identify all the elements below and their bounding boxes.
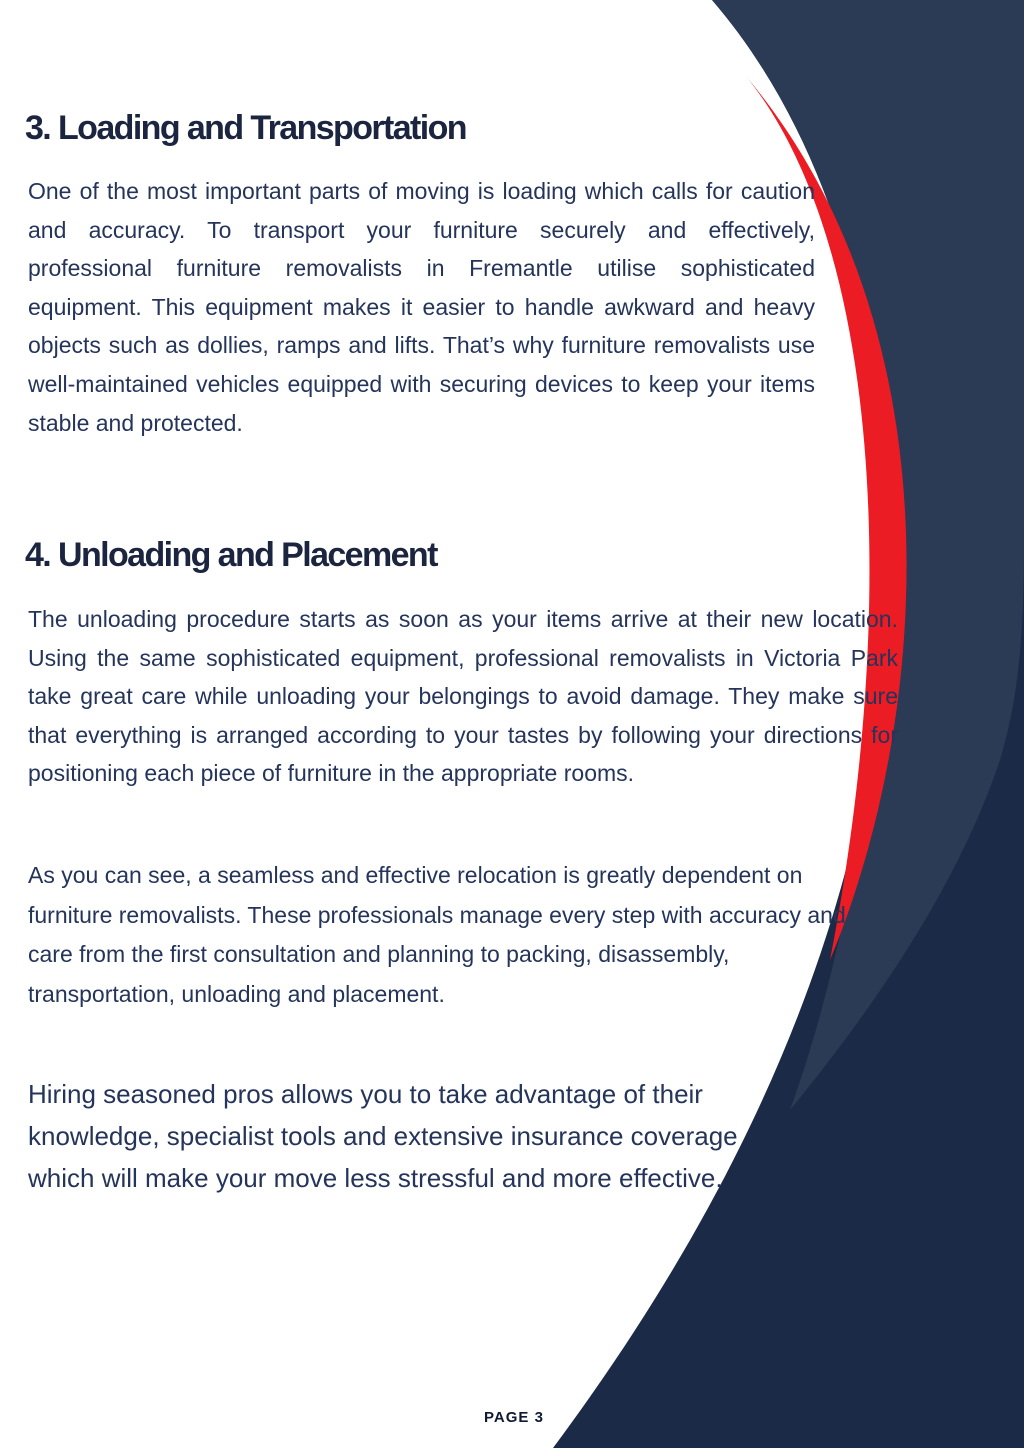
conclusion-paragraph: As you can see, a seamless and effective relocation is greatly dependent on furniture removalists. These professionals manage every step with accuracy and care from the first consultation and planning to packing, disassembly, transportation, unloading and placement. [28,862,846,1007]
section-heading-unloading: 4. Unloading and Placement [25,536,437,574]
section-heading-loading: 3. Loading and Transportation [25,109,466,147]
unloading-paragraph: The unloading procedure starts as soon as your items arrive at their new location. Using the same sophisticated equipment, professional removalists in Victoria Park take great care while unloading your belongings to avoid damage. They make sure that everything is arranged according to your tastes by following your directions for positioning each piece of furniture in the appropriate rooms. [28,606,898,787]
page-number: PAGE 3 [484,1409,544,1426]
loading-paragraph: One of the most important parts of moving is loading which calls for caution and accuracy. To transport your furniture securely and effectively, professional furniture removalists in Fremantle utilise sophisticated equipment. This equipment makes it easier to handle awkward and heavy objects such as dollies, ramps and lifts. That’s why furniture removalists use well-maintained vehicles equipped with securing devices to keep your items stable and protected. [28,178,815,436]
closing-paragraph: Hiring seasoned pros allows you to take advantage of their knowledge, specialist tools and extensive insurance coverage which will make your move less stressful and more effective. [28,1079,738,1193]
